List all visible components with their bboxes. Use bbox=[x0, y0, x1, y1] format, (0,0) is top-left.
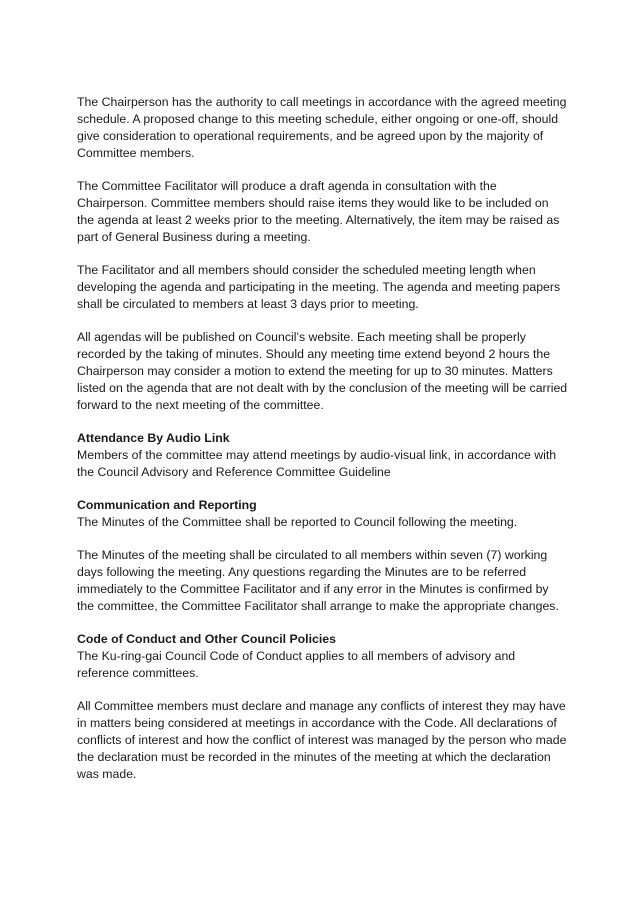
section-code-of-conduct bbox=[77, 631, 569, 682]
paragraph-draft-agenda: The Committee Facilitator will produce a draft agenda in consultation with the Chairperson. Committee members should raise items they would like to be included on the agenda at least 2 weeks prior to the meeting. Alternatively, the item may be raised as part of General Business during a meeting. bbox=[77, 179, 560, 244]
section-heading-communication: Communication and Reporting bbox=[77, 498, 257, 512]
document-page bbox=[77, 94, 569, 799]
paragraph-conflicts-of-interest: All Committee members must declare and manage any conflicts of interest they may have in matters being considered at meetings in accordance with the Code. All declarations of conflicts of interest and how the conflict of interest was managed by the person who made the declaration must be recorded in the minutes of the meeting at which the declaration was made. bbox=[77, 699, 567, 781]
paragraph-agendas-published: All agendas will be published on Council’s website. Each meeting shall be properly recorded by the taking of minutes. Should any meeting time extend beyond 2 hours the Chairperson may consider a motion to extend the meeting for up to 30 minutes. Matters listed on the agenda that are not dealt with by the conclusion of the meeting will be carried forward to the next meeting of the committee. bbox=[77, 330, 568, 412]
section-heading-attendance: Attendance By Audio Link bbox=[77, 431, 230, 445]
paragraph-code-applies: The Ku-ring-gai Council Code of Conduct applies to all members of advisory and reference committees. bbox=[77, 649, 516, 680]
paragraph-minutes-reported: The Minutes of the Committee shall be reported to Council following the meeting. bbox=[77, 515, 518, 529]
paragraph-minutes-circulated: The Minutes of the meeting shall be circulated to all members within seven (7) working days following the meeting. Any questions regarding the Minutes are to be referred immediately to the Committee Facilitator and if any error in the Minutes is confirmed by the committee, the Committee Facilitator shall arrange to make the appropriate changes. bbox=[77, 548, 559, 613]
paragraph-meeting-schedule: The Chairperson has the authority to call meetings in accordance with the agreed meeting schedule. A proposed change to this meeting schedule, either ongoing or one-off, should give consideration to operational requirements, and be agreed upon by the majority of Committee members. bbox=[77, 95, 567, 160]
paragraph-meeting-length: The Facilitator and all members should consider the scheduled meeting length when developing the agenda and participating in the meeting. The agenda and meeting papers shall be circulated to members at least 3 days prior to meeting. bbox=[77, 263, 561, 311]
section-communication bbox=[77, 497, 569, 531]
section-heading-code-of-conduct: Code of Conduct and Other Council Policies bbox=[77, 632, 336, 646]
section-attendance bbox=[77, 430, 569, 481]
paragraph-attendance: Members of the committee may attend meetings by audio-visual link, in accordance with the Council Advisory and Reference Committee Guideline bbox=[77, 448, 557, 479]
